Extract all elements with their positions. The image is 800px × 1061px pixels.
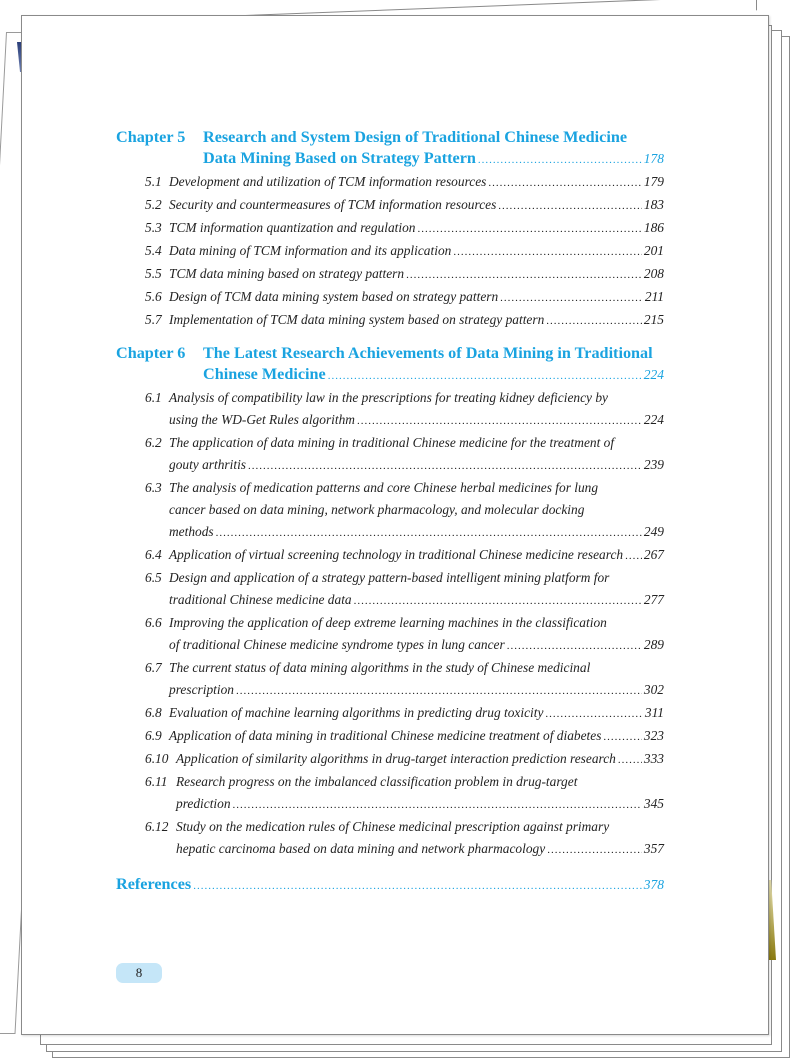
- section-line: [145, 679, 664, 702]
- section-line: [145, 240, 664, 263]
- section-title: Design and application of a strategy pattern-based intelligent mining platform for: [169, 570, 610, 585]
- section-title: TCM data mining based on strategy pattern: [169, 266, 405, 281]
- section-title: using the WD-Get Rules algorithm: [169, 412, 355, 427]
- leader-dots: [406, 264, 642, 286]
- toc-section-6-3[interactable]: [116, 477, 664, 544]
- chapter-title-line2: Chinese Medicine: [203, 365, 326, 383]
- section-title: Development and utilization of TCM information resources: [169, 174, 487, 189]
- chapter-title-line1: Research and System Design of Traditional Chinese Medicine: [203, 128, 628, 146]
- section-title: The analysis of medication patterns and core Chinese herbal medicines for lung: [169, 480, 599, 495]
- section-line: [145, 657, 664, 679]
- toc-references[interactable]: [116, 874, 664, 897]
- section-number: 6.12: [145, 819, 169, 834]
- section-line: [145, 309, 664, 332]
- leader-dots: [453, 241, 642, 263]
- section-title: Improving the application of deep extreme learning machines in the classification: [169, 615, 607, 630]
- section-title: Security and countermeasures of TCM information resources: [169, 197, 497, 212]
- section-line: [145, 217, 664, 240]
- section-title: of traditional Chinese medicine syndrome types in lung cancer: [169, 637, 505, 652]
- section-title: Implementation of TCM data mining system based on strategy pattern: [169, 312, 545, 327]
- section-title: Application of virtual screening technology in traditional Chinese medicine research: [169, 547, 624, 562]
- leader-dots: [498, 195, 642, 217]
- section-title: Data mining of TCM information and its application: [169, 243, 452, 258]
- section-line: [145, 771, 664, 793]
- section-number: 5.1: [145, 174, 162, 189]
- section-number: 5.4: [145, 243, 162, 258]
- section-title: Design of TCM data mining system based on strategy pattern: [169, 289, 499, 304]
- leader-dots: [328, 366, 642, 387]
- section-page: 302: [643, 682, 664, 697]
- section-line: [145, 793, 664, 816]
- chapter-page: 224: [643, 367, 664, 382]
- section-title: Research progress on the imbalanced classification problem in drug-target: [176, 774, 578, 789]
- chapter-6-sections: [116, 387, 664, 861]
- leader-dots: [216, 522, 642, 544]
- section-number: 6.8: [145, 705, 162, 720]
- toc-section-6-9[interactable]: [116, 725, 664, 748]
- section-page: 208: [643, 266, 664, 281]
- section-page: 211: [644, 289, 664, 304]
- page-number-badge: 8: [116, 963, 162, 983]
- leader-dots: [500, 287, 643, 309]
- section-number: 5.6: [145, 289, 162, 304]
- section-title: Application of data mining in traditional Chinese medicine treatment of diabetes: [169, 728, 602, 743]
- toc-section-6-7[interactable]: [116, 657, 664, 702]
- section-number: 5.5: [145, 266, 162, 281]
- section-page: 186: [643, 220, 664, 235]
- section-line: [145, 748, 664, 771]
- section-line: [145, 263, 664, 286]
- toc-chapter-6[interactable]: [116, 343, 664, 387]
- section-title: Analysis of compatibility law in the prescriptions for treating kidney deficiency by: [169, 390, 608, 405]
- toc-section-5-5[interactable]: [116, 263, 664, 286]
- section-number: 5.3: [145, 220, 162, 235]
- section-page: 345: [643, 796, 664, 811]
- references-label: References: [116, 875, 192, 893]
- toc-section-6-8[interactable]: [116, 702, 664, 725]
- section-line: [145, 171, 664, 194]
- section-page: 249: [643, 524, 664, 539]
- section-number: 6.9: [145, 728, 162, 743]
- toc-section-6-12[interactable]: [116, 816, 664, 861]
- toc-section-6-6[interactable]: [116, 612, 664, 657]
- section-page: 239: [643, 457, 664, 472]
- toc-section-6-1[interactable]: [116, 387, 664, 432]
- references-page: 378: [643, 877, 664, 892]
- section-page: 311: [644, 705, 664, 720]
- section-line: [145, 612, 664, 634]
- section-page: 183: [643, 197, 664, 212]
- toc-section-5-2[interactable]: [116, 194, 664, 217]
- toc-section-6-4[interactable]: [116, 544, 664, 567]
- section-line: [145, 409, 664, 432]
- section-number: 6.2: [145, 435, 162, 450]
- section-page: 289: [643, 637, 664, 652]
- section-line: [145, 544, 664, 567]
- chapter-5-sections: [116, 171, 664, 332]
- leader-dots: [193, 876, 642, 897]
- toc-section-6-2[interactable]: [116, 432, 664, 477]
- leader-dots: [248, 455, 642, 477]
- section-page: 215: [643, 312, 664, 327]
- leader-dots: [357, 410, 642, 432]
- section-number: 5.2: [145, 197, 162, 212]
- section-title: Study on the medication rules of Chinese medicinal prescription against primary: [176, 819, 610, 834]
- chapter-title-line1: The Latest Research Achievements of Data Mining in Traditional: [203, 344, 653, 362]
- section-line: [145, 194, 664, 217]
- section-page: 357: [643, 841, 664, 856]
- leader-dots: [236, 680, 642, 702]
- chapter-title-line2: Data Mining Based on Strategy Pattern: [203, 149, 476, 167]
- chapter-page: 178: [643, 151, 664, 166]
- section-title: Evaluation of machine learning algorithms in predicting drug toxicity: [169, 705, 544, 720]
- section-title: prescription: [169, 682, 234, 697]
- section-page: 323: [643, 728, 664, 743]
- section-line: [145, 499, 664, 521]
- leader-dots: [625, 545, 642, 567]
- section-title: traditional Chinese medicine data: [169, 592, 352, 607]
- section-line: [145, 387, 664, 409]
- section-title: hepatic carcinoma based on data mining and network pharmacology: [176, 841, 546, 856]
- leader-dots: [488, 172, 642, 194]
- section-number: 6.11: [145, 774, 168, 789]
- section-page: 333: [643, 751, 664, 766]
- section-number: 5.7: [145, 312, 162, 327]
- leader-dots: [233, 794, 642, 816]
- section-line: [145, 521, 664, 544]
- leader-dots: [418, 218, 642, 240]
- leader-dots: [545, 703, 643, 725]
- section-number: 6.10: [145, 751, 169, 766]
- section-number: 6.6: [145, 615, 162, 630]
- leader-dots: [618, 749, 642, 771]
- section-line: [145, 286, 664, 309]
- toc-section-5-4[interactable]: [116, 240, 664, 263]
- section-line: [145, 567, 664, 589]
- chapter-number: Chapter 5: [116, 128, 186, 146]
- section-title: cancer based on data mining, network pharmacology, and molecular docking: [169, 502, 585, 517]
- section-number: 6.3: [145, 480, 162, 495]
- chapter-number: Chapter 6: [116, 344, 186, 362]
- section-title: Application of similarity algorithms in drug-target interaction prediction research: [176, 751, 616, 766]
- table-of-contents: [116, 127, 664, 897]
- section-line: [145, 702, 664, 725]
- leader-dots: [547, 839, 642, 861]
- section-title: The current status of data mining algorithms in the study of Chinese medicinal: [169, 660, 591, 675]
- leader-dots: [507, 635, 642, 657]
- toc-section-6-11[interactable]: [116, 771, 664, 816]
- section-page: 277: [643, 592, 664, 607]
- section-number: 6.1: [145, 390, 162, 405]
- section-number: 6.7: [145, 660, 162, 675]
- section-page: 224: [643, 412, 664, 427]
- section-line: [145, 838, 664, 861]
- section-page: 179: [643, 174, 664, 189]
- toc-section-5-1[interactable]: [116, 171, 664, 194]
- section-line: [145, 432, 664, 454]
- section-number: 6.4: [145, 547, 162, 562]
- section-line: [145, 589, 664, 612]
- leader-dots: [478, 150, 642, 171]
- section-line: [145, 816, 664, 838]
- section-page: 201: [643, 243, 664, 258]
- toc-section-5-7[interactable]: [116, 309, 664, 332]
- section-title: methods: [169, 524, 214, 539]
- section-line: [145, 634, 664, 657]
- toc-chapter-5[interactable]: [116, 127, 664, 171]
- section-title: prediction: [176, 796, 231, 811]
- section-line: [145, 454, 664, 477]
- section-title: The application of data mining in traditional Chinese medicine for the treatment of: [169, 435, 615, 450]
- section-line: [145, 477, 664, 499]
- section-title: TCM information quantization and regulation: [169, 220, 416, 235]
- toc-section-5-3[interactable]: [116, 217, 664, 240]
- section-number: 6.5: [145, 570, 162, 585]
- toc-section-6-10[interactable]: [116, 748, 664, 771]
- leader-dots: [354, 590, 642, 612]
- leader-dots: [603, 726, 641, 748]
- leader-dots: [546, 310, 642, 332]
- toc-section-5-6[interactable]: [116, 286, 664, 309]
- section-line: [145, 725, 664, 748]
- section-page: 267: [643, 547, 664, 562]
- toc-section-6-5[interactable]: [116, 567, 664, 612]
- section-title: gouty arthritis: [169, 457, 247, 472]
